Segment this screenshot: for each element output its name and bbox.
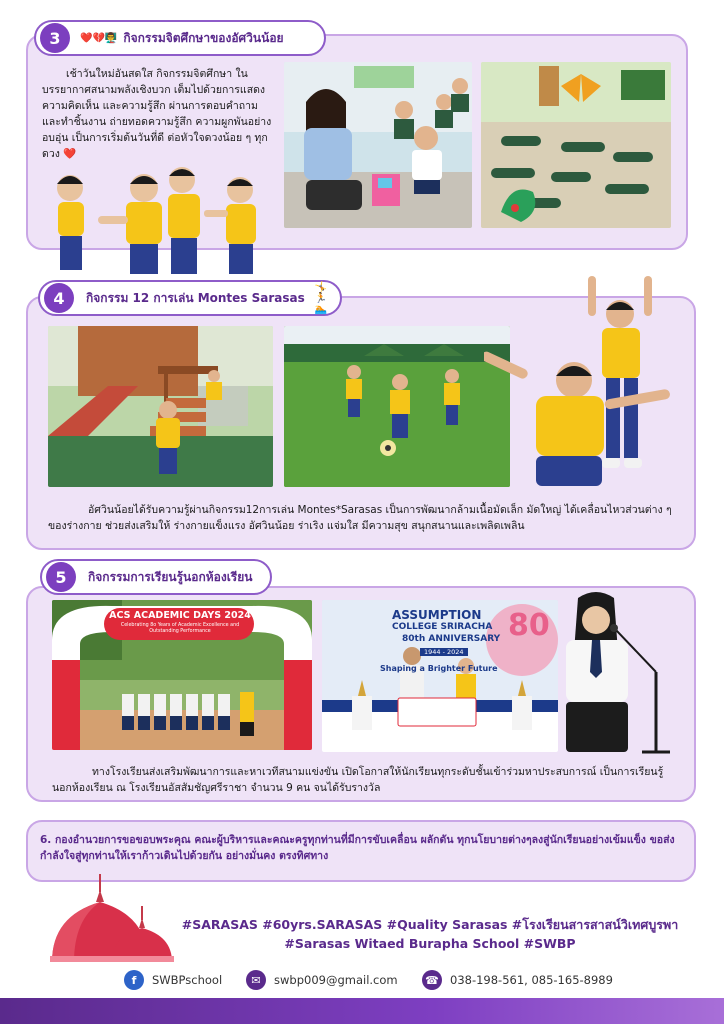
arch-banner-title: ACS ACADEMIC DAYS 2024 (109, 610, 251, 621)
section-6-body: 6. กองอำนวยการขอขอบพระคุณ คณะผู้บริหารและคณะครูทุกท่านที่มีการขับเคลื่อน ผลักดัน ทุกนโยบายต่างๆลงสู่นักเรียนอย่างเข้มแข็ง ขอส่งกำลังใจสู่ทุกท่านให้เราก้าวเดินไปด้วยกัน อย่างมั่นคง ตรงทิศทาง (40, 834, 675, 862)
backdrop-big-number: 80 (508, 608, 550, 643)
kid-figure (204, 177, 256, 274)
backdrop-line2: COLLEGE SRIRACHA (392, 622, 493, 632)
section-3-emoji: ❤️💔👨‍🏫 (80, 32, 118, 44)
email-address: swbp009@gmail.com (274, 973, 398, 987)
section-4-header (38, 280, 342, 316)
arch-banner-subtitle: Celebrating 8o Years of Academic Excellence and Outstanding Performance (120, 623, 240, 634)
phone-numbers: 038-198-561, 085-165-8989 (450, 973, 613, 987)
playground-slide-photo (48, 326, 273, 487)
section-4-title: กิจกรรม 12 การเล่น Montes Sarasas (86, 290, 305, 305)
section-5-body: ทางโรงเรียนส่งเสริมพัฒนาการและหาเวทีสนามแข่งขัน เปิดโอกาสให้นักเรียนทุกระดับชั้นเข้าร่วมหาประสบการณ์ เป็นการเรียนรู้นอกห้องเรียน ณ โรงเรียนอัสสัมชัญศรีราชา จำนวน 9 คน จนได้รับรางวัล (52, 766, 664, 794)
section-3-title: กิจกรรมจิตศึกษาของอัศวินน้อย (123, 30, 284, 45)
kid-figure (168, 167, 200, 274)
section-3-header (34, 20, 326, 56)
palace-domes-icon (44, 870, 174, 962)
teacher-with-students-photo (284, 62, 472, 228)
section-4-body: อัศวินน้อยได้รับความรู้ผ่านกิจกรรม12การเล่น Montes*Sarasas เป็นการพัฒนากล้ามเนื้อมัดเล็ก มัดใหญ่ ได้เคลื่อนไหวส่วนต่าง ๆ ของร่างกาย ช่วยส่งเสริมให้ ร่างกายแข็งแรง อัศวินน้อย ร่าเริง แจ่มใส มีความสุข สนุกสนานและเพลิดเพลิน (48, 504, 672, 532)
student-speaker-photo (556, 592, 686, 756)
email-contact[interactable] (246, 969, 398, 991)
hashtags-line-1: #SARASAS #60yrs.SARASAS #Quality Sarasas #โรงเรียนสารสาสน์วิเทศบูรพา (181, 917, 679, 932)
football-field-photo (284, 326, 510, 487)
kid-figure (57, 175, 84, 270)
backdrop-line1: ASSUMPTION (392, 608, 482, 622)
hashtags-line-2: #Sarasas Witaed Burapha School #SWBP (284, 936, 576, 951)
kid-figure (484, 350, 671, 486)
kids-running-photo (48, 166, 266, 278)
backdrop-slogan: Shaping a Brighter Future (380, 664, 498, 673)
email-icon: ✉ (246, 970, 266, 990)
academic-days-arch-photo (52, 600, 312, 750)
facebook-contact[interactable] (124, 969, 222, 991)
section-5-header (40, 559, 272, 595)
phone-icon: ☎ (422, 970, 442, 990)
kid-figure (98, 174, 162, 274)
footer-bar (0, 998, 724, 1024)
backdrop-line3: 80th ANNIVERSARY (402, 634, 501, 644)
award-stage-photo (322, 600, 558, 752)
facebook-icon: f (124, 970, 144, 990)
jumping-boys-photo (484, 270, 684, 492)
section-number-badge: 3 (40, 23, 70, 53)
facebook-handle: SWBPschool (152, 973, 223, 987)
section-number-badge: 4 (44, 283, 74, 313)
section-3-body: เช้าวันใหม่อันสดใส กิจกรรมจิตศึกษา ในบรรยากาศสนามพลังเชิงบวก เต็มไปด้วยการแสดงความคิดเห็น และความรู้สึก ผ่านการตอบคำถาม และทำชิ้นงาน ถ่ายทอดความรู้สึก ความผูกพันอย่างอบอุ่น เป็นการเริ่มต้นวันที่ดี ต่อหัวใจดวงน้อย ๆ ทุกดวง ❤️ (42, 68, 272, 160)
section-number-badge: 5 (46, 562, 76, 592)
heart-icon: ❤️ (63, 148, 77, 160)
students-lying-floor-photo (481, 62, 671, 228)
section-5-title: กิจกรรมการเรียนรู้นอกห้องเรียน (88, 569, 253, 584)
phone-contact[interactable] (422, 969, 613, 991)
section-4-emoji: 🤸🏃🏊 (314, 281, 328, 315)
backdrop-years: 1944 - 2024 (420, 648, 468, 656)
